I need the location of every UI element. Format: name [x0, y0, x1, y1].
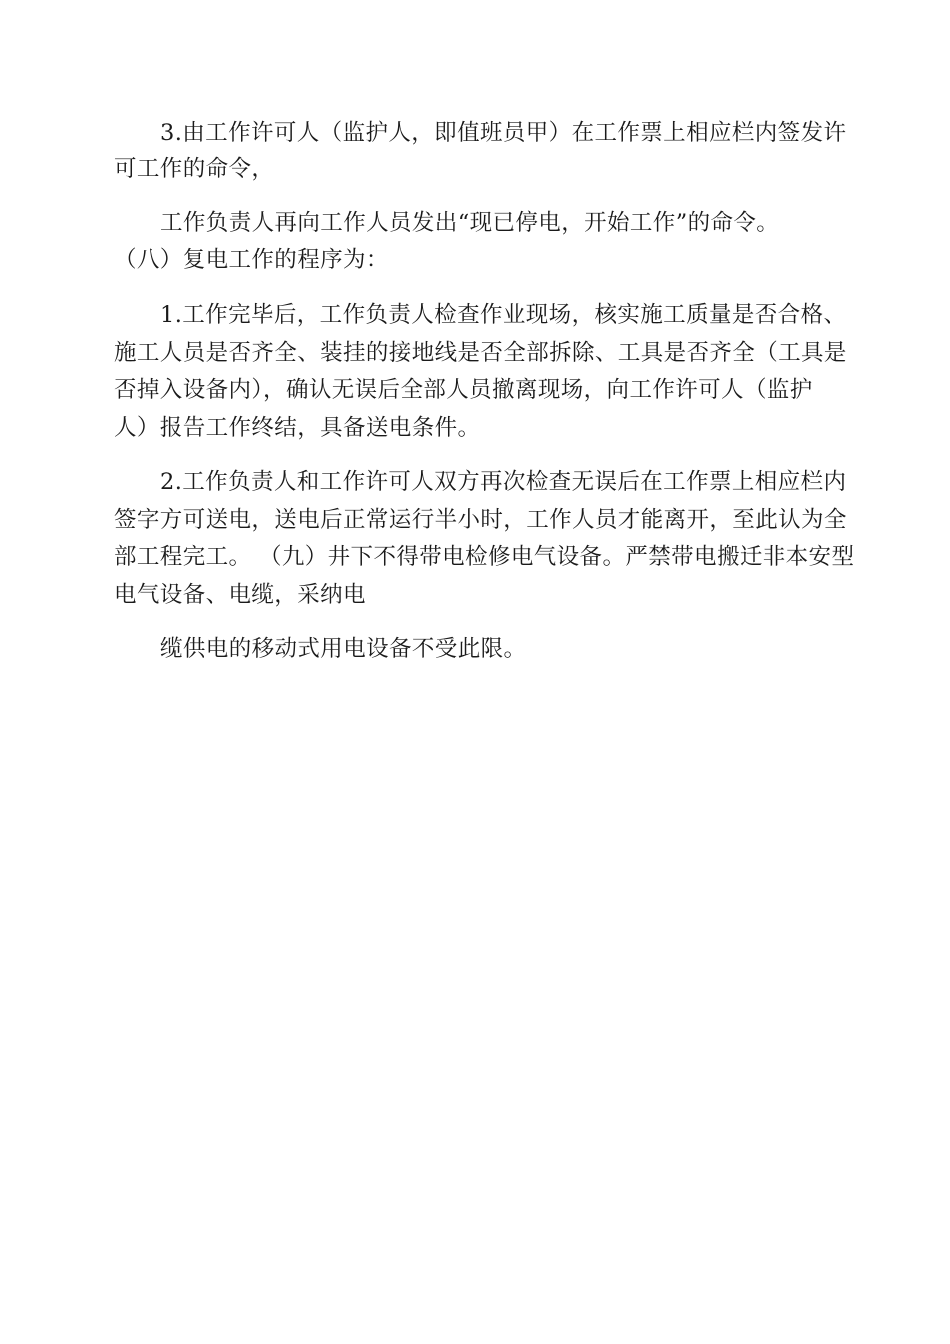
paragraph-line: 1.工作完毕后，工作负责人检查作业现场，核实施工质量是否合格、 — [160, 302, 847, 328]
paragraph-line: 部工程完工。 （九）井下不得带电检修电气设备。严禁带电搬迁非本安型 — [114, 544, 855, 570]
paragraph-line: 施工人员是否齐全、装挂的接地线是否全部拆除、工具是否齐全（工具是 — [114, 340, 847, 366]
paragraph-line: 可工作的命令， — [114, 156, 275, 182]
paragraph-line: 签字方可送电，送电后正常运行半小时，工作人员才能离开，至此认为全 — [114, 507, 847, 533]
paragraph-line: 电气设备、电缆，采纳电 — [114, 582, 366, 608]
paragraph-line: 3.由工作许可人（监护人，即值班员甲）在工作票上相应栏内签发许 — [160, 120, 847, 146]
paragraph-line: 2.工作负责人和工作许可人双方再次检查无误后在工作票上相应栏内 — [160, 469, 847, 495]
section-heading: （八）复电工作的程序为： — [114, 247, 389, 273]
paragraph-line: 人）报告工作终结，具备送电条件。 — [114, 415, 481, 441]
paragraph-line: 工作负责人再向工作人员发出“现已停电，开始工作”的命令。 — [160, 210, 780, 236]
paragraph-line: 否掉入设备内），确认无误后全部人员撤离现场，向工作许可人（监护 — [114, 377, 813, 403]
paragraph-line: 缆供电的移动式用电设备不受此限。 — [160, 636, 527, 662]
